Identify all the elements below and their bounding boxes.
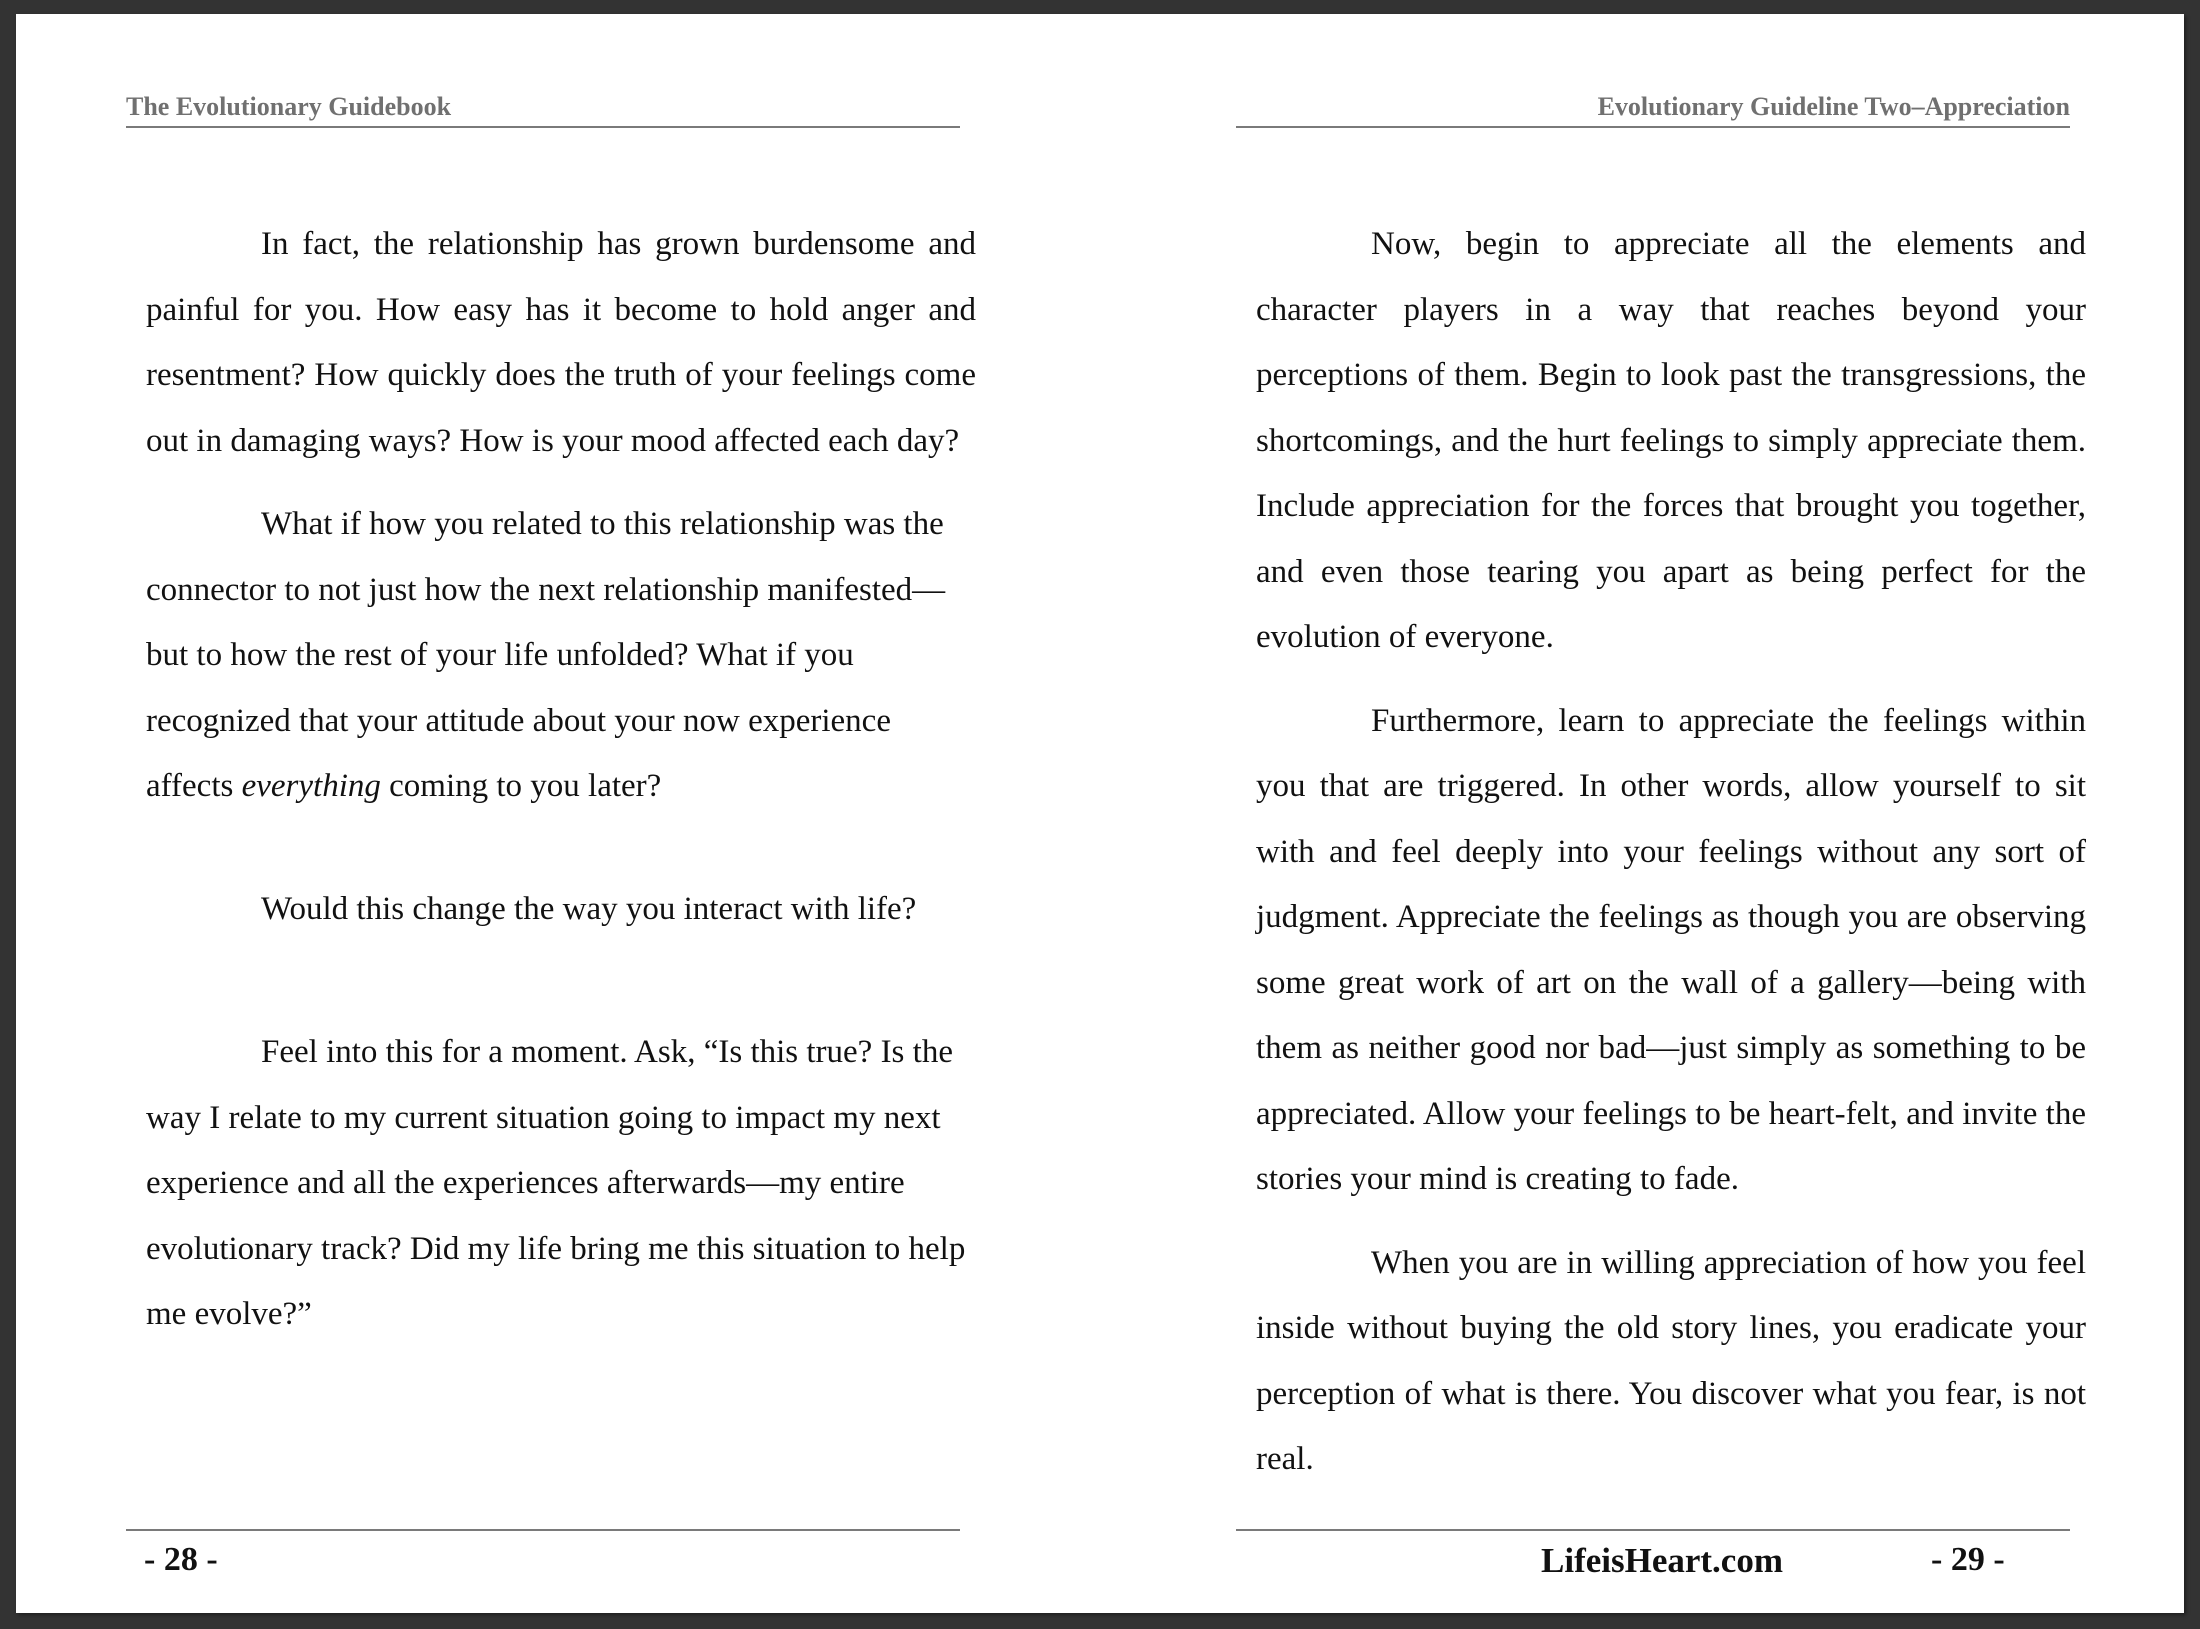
emphasis-word: everything — [241, 768, 381, 804]
paragraph: Furthermore, learn to appreciate the feelings within you that are triggered. In other words, allow yourself to sit with and feel deeply into your feelings without any sort of judgment. Appreciate the feelings as though you are observing some great work of art on the wall of a gallery—being with them as neither good nor bad—just simply as something to be appreciated. Allow your feelings to be heart-felt, and invite the stories your mind is creating to fade. — [1256, 702, 2086, 1197]
paragraph: Now, begin to appreciate all the elements and character players in a way that reaches beyond your perceptions of them. Begin to look past the transgressions, the shortcomings, and the hurt feelings to simply appreciate them. Include appreciation for the forces that brought you together, and even those tearing you apart as being perfect for the evolution of everyone. — [1256, 226, 2086, 655]
paragraph-text: What if how you related to this relationship was the connector to not just how the next relationship manifested—but to how the rest of your life unfolded? What if you recognized that your attitude about your now experience affects — [146, 506, 946, 804]
page-number: - 28 - — [144, 1541, 218, 1578]
page-number: - 29 - — [1931, 1541, 2005, 1578]
page-body-left — [146, 212, 976, 1366]
footer-left — [126, 1529, 960, 1578]
page-body-right — [1256, 212, 2086, 1511]
paragraph: Would this change the way you interact with life? — [261, 890, 917, 927]
paragraph — [146, 492, 976, 820]
book-spread — [16, 14, 2184, 1613]
right-page — [1236, 14, 2086, 1613]
paragraph: In fact, the relationship has grown burdensome and painful for you. How easy has it become to hold anger and resentment? How quickly does the truth of your feelings come out in damaging ways? How is your mood affected each day? — [146, 226, 976, 459]
left-page — [126, 14, 976, 1613]
footer-right — [1236, 1529, 2070, 1580]
website-label: LifeisHeart.com — [1541, 1541, 1783, 1580]
running-header-left: The Evolutionary Guidebook — [126, 92, 960, 128]
paragraph-text: coming to you later? — [389, 768, 662, 804]
paragraph: When you are in willing appreciation of how you feel inside without buying the old story lines, you eradicate your perception of what is there. You discover what you fear, is not real. — [1256, 1244, 2086, 1477]
running-header-right: Evolutionary Guideline Two–Appreciation — [1236, 92, 2070, 128]
paragraph: Feel into this for a moment. Ask, “Is this true? Is the way I relate to my current situation going to impact my next experience and all the experiences afterwards—my entire evolutionary track? Did my life bring me this situation to help me evolve?” — [146, 1034, 966, 1332]
